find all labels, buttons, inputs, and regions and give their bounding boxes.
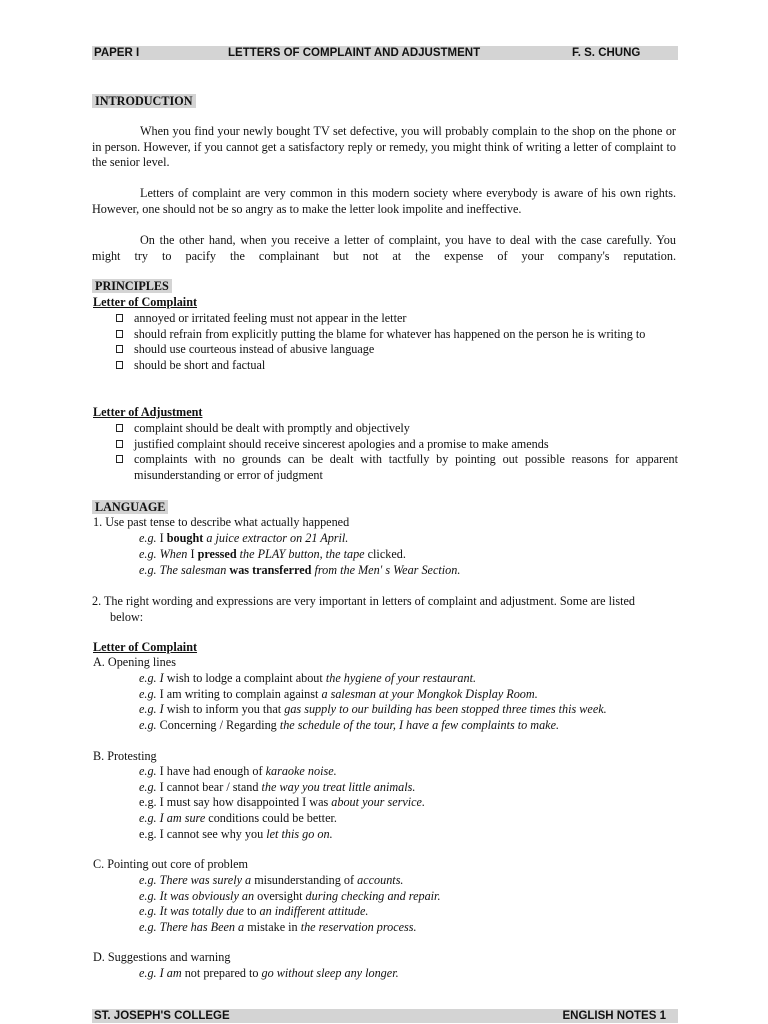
principles-heading: PRINCIPLES bbox=[92, 279, 172, 293]
checkbox-bullet-icon bbox=[116, 361, 123, 369]
paper-label: PAPER I bbox=[94, 47, 140, 59]
example-line: e.g. I cannot see why you let this go on. bbox=[139, 827, 333, 841]
example-line: e.g. I wish to inform you that gas supply to our building has been stopped three times this week. bbox=[139, 702, 607, 716]
checkbox-bullet-icon bbox=[116, 455, 123, 463]
example-line: e.g. The salesman was transferred from the Men' s Wear Section. bbox=[139, 563, 461, 577]
checkbox-bullet-icon bbox=[116, 440, 123, 448]
example-line: e.g. I cannot bear / stand the way you treat little animals. bbox=[139, 780, 416, 794]
example-line: e.g. There has Been a mistake in the reservation process. bbox=[139, 920, 417, 934]
list-item: complaint should be dealt with promptly and objectively bbox=[116, 421, 678, 437]
list-item: justified complaint should receive sincerest apologies and a promise to make amends bbox=[116, 437, 678, 453]
section-title: A. Opening lines bbox=[93, 655, 176, 669]
example-line: e.g. It was totally due to an indifferent attitude. bbox=[139, 904, 369, 918]
header-bar bbox=[92, 46, 678, 60]
example-line: e.g. There was surely a misunderstanding of accounts. bbox=[139, 873, 404, 887]
language-point-2: 2. The right wording and expressions are very important in letters of complaint and adjustment. Some are listed below: bbox=[92, 594, 636, 624]
example-line: e.g. I wish to lodge a complaint about the hygiene of your restaurant. bbox=[139, 671, 477, 685]
language-point-1: 1. Use past tense to describe what actually happened bbox=[93, 515, 350, 529]
example-line: e.g. I bought a juice extractor on 21 April. bbox=[139, 531, 349, 545]
language-complaint-subheading: Letter of Complaint bbox=[93, 640, 198, 654]
section-title: C. Pointing out core of problem bbox=[93, 857, 249, 871]
section-title: B. Protesting bbox=[93, 749, 157, 763]
checkbox-bullet-icon bbox=[116, 330, 123, 338]
list-item: annoyed or irritated feeling must not appear in the letter bbox=[116, 311, 678, 327]
checkbox-bullet-icon bbox=[116, 424, 123, 432]
intro-paragraph-3: On the other hand, when you receive a letter of complaint, you have to deal with the case carefully. You might try to pacify the complainant but not at the expense of your company's reputation. bbox=[92, 233, 676, 263]
example-line: e.g. I must say how disappointed I was about your service. bbox=[139, 795, 426, 809]
checkbox-bullet-icon bbox=[116, 345, 123, 353]
document-title: LETTERS OF COMPLAINT AND ADJUSTMENT bbox=[228, 47, 481, 59]
example-line: e.g. I have had enough of karaoke noise. bbox=[139, 764, 337, 778]
checkbox-bullet-icon bbox=[116, 314, 123, 322]
complaint-subheading: Letter of Complaint bbox=[93, 295, 198, 309]
example-line: e.g. When I pressed the PLAY button, the tape clicked. bbox=[139, 547, 406, 561]
adjustment-principles-list bbox=[116, 421, 678, 483]
intro-paragraph-2: Letters of complaint are very common in this modern society where everybody is aware of his own rights. However, one should not be so angry as to make the letter look impolite and ineffective. bbox=[92, 186, 676, 216]
college-name: ST. JOSEPH'S COLLEGE bbox=[94, 1010, 230, 1022]
example-line: e.g. I am sure conditions could be better. bbox=[139, 811, 337, 825]
list-item: should refrain from explicitly putting the blame for whatever has happened on the person he is writing to bbox=[116, 327, 678, 343]
list-item: should use courteous instead of abusive language bbox=[116, 342, 678, 358]
example-line: e.g. Concerning / Regarding the schedule of the tour, I have a few complaints to make. bbox=[139, 718, 560, 732]
example-line: e.g. I am writing to complain against a salesman at your Mongkok Display Room. bbox=[139, 687, 538, 701]
complaint-principles-list bbox=[116, 311, 678, 373]
notes-label: ENGLISH NOTES 1 bbox=[562, 1010, 666, 1022]
adjustment-subheading: Letter of Adjustment bbox=[93, 405, 203, 419]
introduction-heading: INTRODUCTION bbox=[92, 94, 196, 108]
list-item: complaints with no grounds can be dealt with tactfully by pointing out possible reasons for apparent misunderstanding or error of judgment bbox=[116, 452, 678, 483]
language-heading: LANGUAGE bbox=[92, 500, 168, 514]
footer-bar bbox=[92, 1009, 678, 1023]
author-name: F. S. CHUNG bbox=[572, 47, 641, 59]
list-item: should be short and factual bbox=[116, 358, 678, 374]
example-line: e.g. I am not prepared to go without sleep any longer. bbox=[139, 966, 399, 980]
section-title: D. Suggestions and warning bbox=[93, 950, 231, 964]
example-line: e.g. It was obviously an oversight during checking and repair. bbox=[139, 889, 441, 903]
intro-paragraph-1: When you find your newly bought TV set defective, you will probably complain to the shop on the phone or in person. However, if you cannot get a satisfactory reply or remedy, you might think of writing a letter of complaint to the senior level. bbox=[92, 124, 676, 170]
